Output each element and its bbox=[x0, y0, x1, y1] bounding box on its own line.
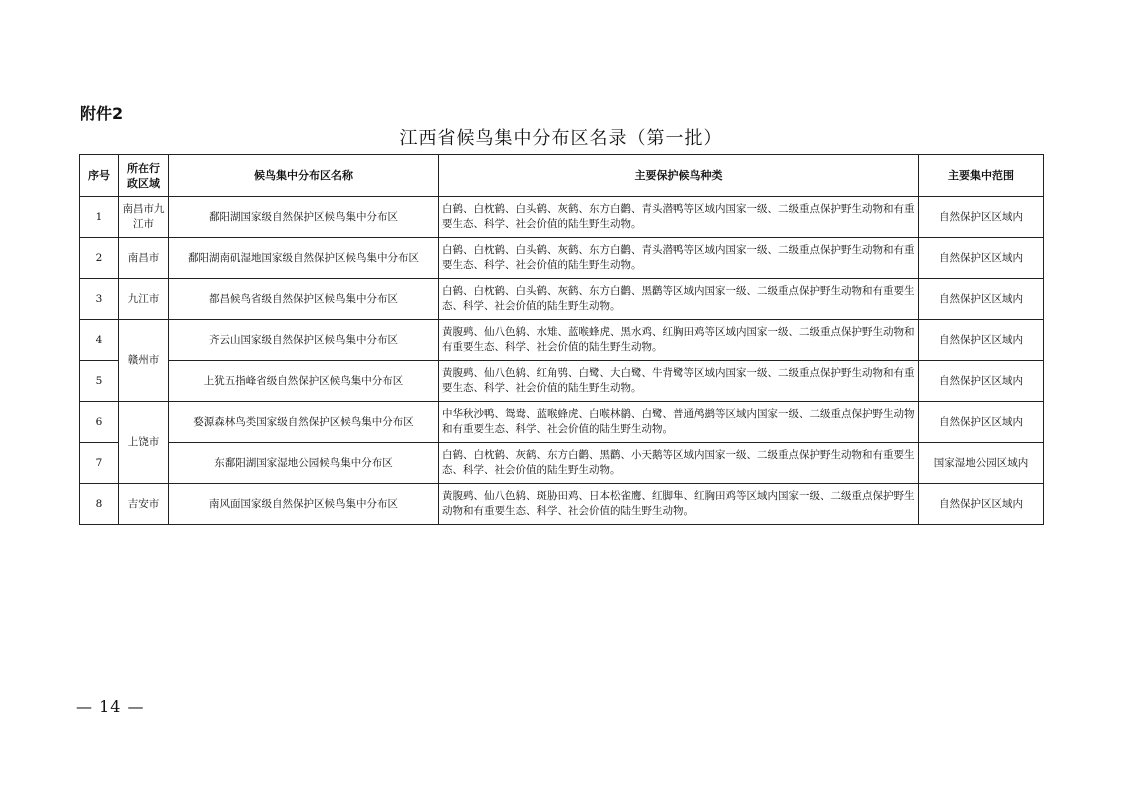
col-header-species: 主要保护候鸟种类 bbox=[439, 155, 919, 197]
region-cell: 上饶市 bbox=[119, 402, 169, 484]
area-name-cell: 鄱阳湖国家级自然保护区候鸟集中分布区 bbox=[169, 197, 439, 238]
species-cell: 白鹤、白枕鹤、灰鹤、东方白鹳、黑鹳、小天鹅等区域内国家一级、二级重点保护野生动物和有重要生态、科学、社会价值的陆生野生动物。 bbox=[439, 443, 919, 484]
col-header-scope: 主要集中范围 bbox=[919, 155, 1044, 197]
row-number: 3 bbox=[80, 279, 119, 320]
row-number: 6 bbox=[80, 402, 119, 443]
area-name-cell: 婺源森林鸟类国家级自然保护区候鸟集中分布区 bbox=[169, 402, 439, 443]
region-cell: 南昌市 bbox=[119, 238, 169, 279]
species-cell: 黄腹鹀、仙八色鸫、水雉、蓝喉蜂虎、黑水鸡、红胸田鸡等区域内国家一级、二级重点保护野生动物和有重要生态、科学、社会价值的陆生野生动物。 bbox=[439, 320, 919, 361]
species-cell: 白鹤、白枕鹤、白头鹤、灰鹤、东方白鹳、青头潜鸭等区域内国家一级、二级重点保护野生动物和有重要生态、科学、社会价值的陆生野生动物。 bbox=[439, 238, 919, 279]
table-header-row bbox=[80, 155, 1044, 197]
scope-cell: 自然保护区区域内 bbox=[919, 197, 1044, 238]
area-name-cell: 鄱阳湖南矶湿地国家级自然保护区候鸟集中分布区 bbox=[169, 238, 439, 279]
row-number: 2 bbox=[80, 238, 119, 279]
area-name-cell: 东鄱阳湖国家湿地公园候鸟集中分布区 bbox=[169, 443, 439, 484]
region-cell: 九江市 bbox=[119, 279, 169, 320]
region-cell: 赣州市 bbox=[119, 320, 169, 402]
scope-cell: 自然保护区区域内 bbox=[919, 361, 1044, 402]
scope-cell: 国家湿地公园区域内 bbox=[919, 443, 1044, 484]
row-number: 8 bbox=[80, 484, 119, 525]
row-number: 5 bbox=[80, 361, 119, 402]
region-cell: 南昌市九江市 bbox=[119, 197, 169, 238]
scope-cell: 自然保护区区域内 bbox=[919, 238, 1044, 279]
bird-distribution-table bbox=[79, 154, 1044, 525]
col-header-region: 所在行政区域 bbox=[119, 155, 169, 197]
page-number: — 14 — bbox=[76, 697, 145, 716]
area-name-cell: 上犹五指峰省级自然保护区候鸟集中分布区 bbox=[169, 361, 439, 402]
species-cell: 白鹤、白枕鹤、白头鹤、灰鹤、东方白鹳、青头潜鸭等区域内国家一级、二级重点保护野生动物和有重要生态、科学、社会价值的陆生野生动物。 bbox=[439, 197, 919, 238]
area-name-cell: 齐云山国家级自然保护区候鸟集中分布区 bbox=[169, 320, 439, 361]
area-name-cell: 都昌候鸟省级自然保护区候鸟集中分布区 bbox=[169, 279, 439, 320]
species-cell: 白鹤、白枕鹤、白头鹤、灰鹤、东方白鹳、黑鹳等区域内国家一级、二级重点保护野生动物和有重要生态、科学、社会价值的陆生野生动物。 bbox=[439, 279, 919, 320]
row-number: 4 bbox=[80, 320, 119, 361]
table-row bbox=[80, 361, 1044, 402]
area-name-cell: 南风面国家级自然保护区候鸟集中分布区 bbox=[169, 484, 439, 525]
scope-cell: 自然保护区区域内 bbox=[919, 279, 1044, 320]
species-cell: 黄腹鹀、仙八色鸫、红角鸮、白鹭、大白鹭、牛背鹭等区域内国家一级、二级重点保护野生动物和有重要生态、科学、社会价值的陆生野生动物。 bbox=[439, 361, 919, 402]
attachment-label: 附件2 bbox=[80, 104, 124, 123]
table-row bbox=[80, 197, 1044, 238]
scope-cell: 自然保护区区域内 bbox=[919, 484, 1044, 525]
col-header-no: 序号 bbox=[80, 155, 119, 197]
row-number: 1 bbox=[80, 197, 119, 238]
table-row bbox=[80, 443, 1044, 484]
scope-cell: 自然保护区区域内 bbox=[919, 402, 1044, 443]
table-row bbox=[80, 279, 1044, 320]
table-row bbox=[80, 320, 1044, 361]
region-cell: 吉安市 bbox=[119, 484, 169, 525]
species-cell: 黄腹鹀、仙八色鸫、斑胁田鸡、日本松雀鹰、红脚隼、红胸田鸡等区域内国家一级、二级重点保护野生动物和有重要生态、科学、社会价值的陆生野生动物。 bbox=[439, 484, 919, 525]
document-title: 江西省候鸟集中分布区名录（第一批） bbox=[399, 128, 723, 149]
table-row bbox=[80, 402, 1044, 443]
table-row bbox=[80, 484, 1044, 525]
col-header-name: 候鸟集中分布区名称 bbox=[169, 155, 439, 197]
species-cell: 中华秋沙鸭、鸳鸯、蓝喉蜂虎、白喉林鹟、白鹭、普通鸬鹚等区域内国家一级、二级重点保护野生动物和有重要生态、科学、社会价值的陆生野生动物。 bbox=[439, 402, 919, 443]
row-number: 7 bbox=[80, 443, 119, 484]
table-row bbox=[80, 238, 1044, 279]
scope-cell: 自然保护区区域内 bbox=[919, 320, 1044, 361]
